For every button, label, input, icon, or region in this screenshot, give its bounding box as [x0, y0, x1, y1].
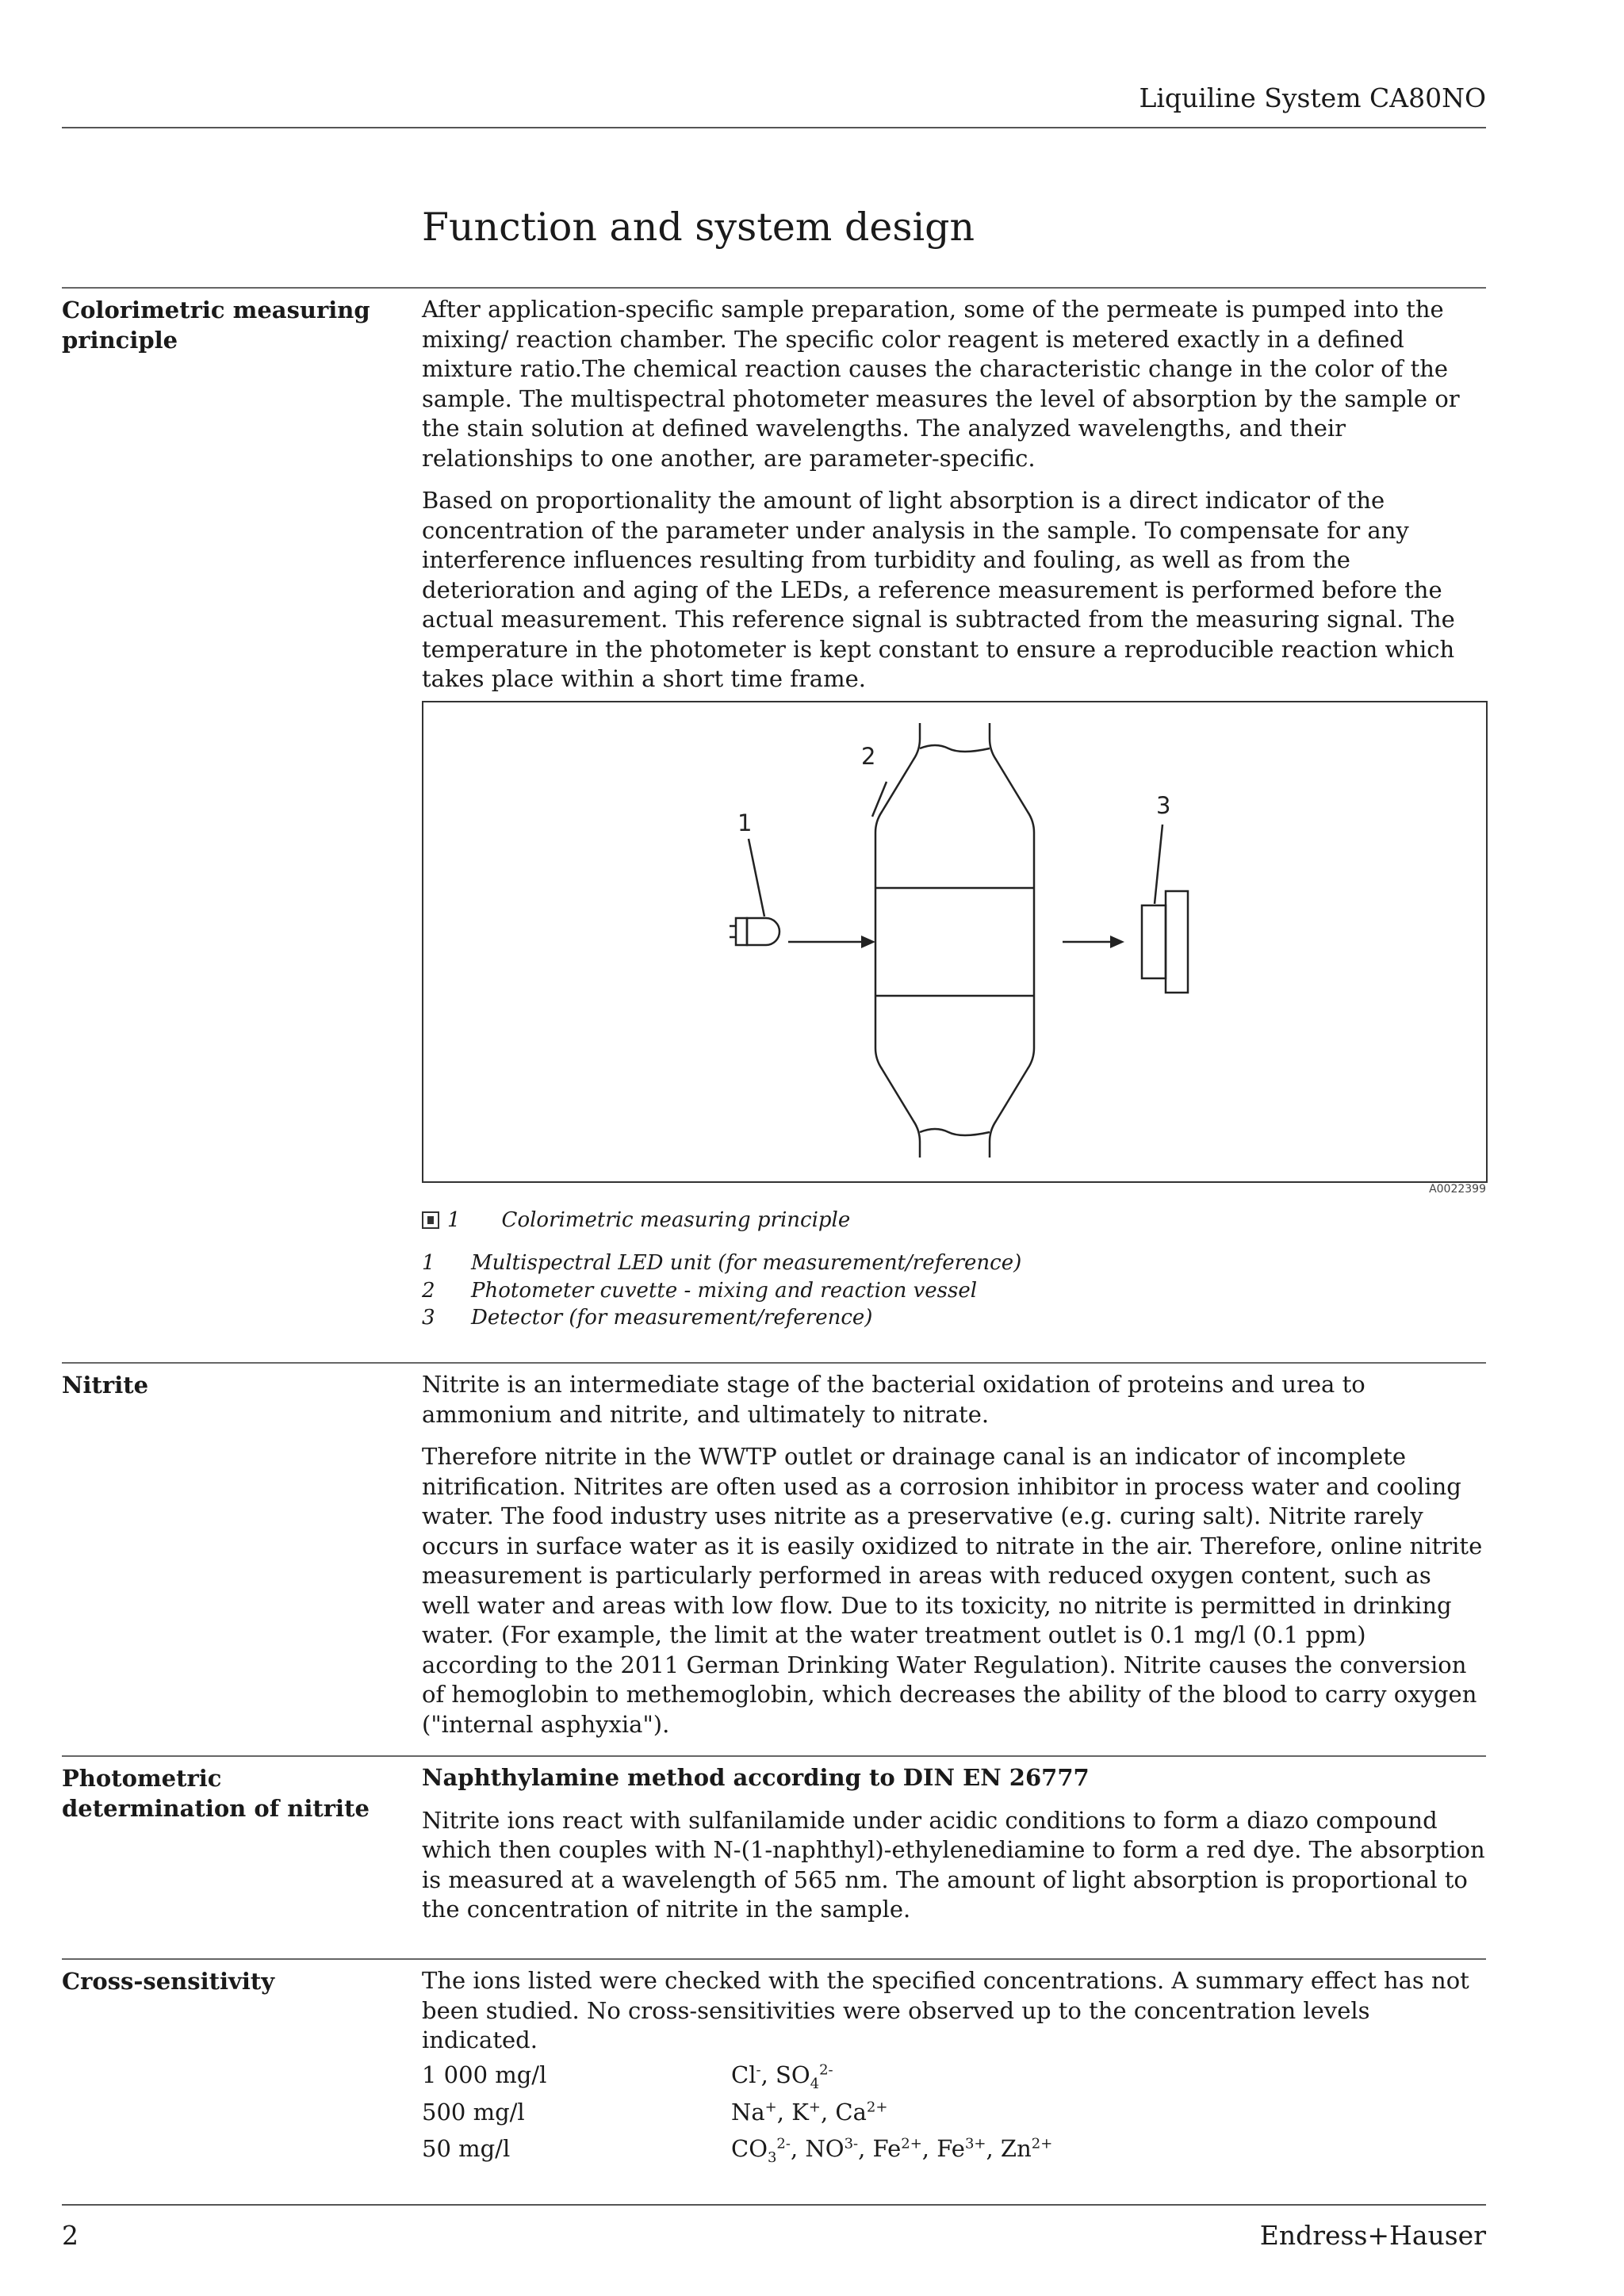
section-label-colorimetric: Colorimetric measuring principle [62, 297, 370, 354]
section-rule [62, 1755, 1486, 1757]
paragraph: After application-specific sample preparation, some of the permeate is pumped into the mixing/ reaction chamber. The specific color reagent is metered exactly in a defined mixture ratio.The chemical reaction causes the characteristic change in the color of the sample. The multispectral photometer measures the level of absorption by the sample or the stain solution at defined wavelengths. The analyzed wavelengths, and their relationships to one another, are parameter-specific. [422, 296, 1460, 472]
led-unit-icon [730, 918, 779, 945]
paragraph: Therefore nitrite in the WWTP outlet or drainage canal is an indicator of incomplete nitrification. Nitrites are often used as a corrosion inhibitor in process water and cooling water. The food industry uses nitrite as a preservative (e.g. curing salt). Nitrite rarely occurs in surface water as it is easily oxidized to nitrate in the air. Therefore, online nitrite measurement is particularly performed in areas with reduced oxygen content, such as well water and areas with low flow. Due to its toxicity, no nitrite is permitted in drinking water. (For example, the limit at the water treatment outlet is 0.1 mg/l (0.1 ppm) according to the 2011 German Drinking Water Regulation). Nitrite causes the conversion of hemoglobin to methemoglobin, which decreases the ability of the blood to carry oxygen ("internal asphyxia"). [422, 1443, 1483, 1738]
callout-label: 3 [1156, 792, 1171, 819]
detector-icon [1142, 891, 1188, 993]
section-label-cross-sensitivity: Cross-sensitivity [62, 1968, 275, 1995]
legend-item: 1 Multispectral LED unit (for measurement/reference) [422, 1251, 1022, 1275]
concentration: 50 mg/l [422, 2135, 511, 2162]
paragraph: The ions listed were checked with the specified concentrations. A summary effect has not been studied. No cross-sensitivities were observed up to the concentration levels indicated. [422, 1967, 1469, 2053]
section-body-photometric [422, 1763, 1486, 1938]
section-body-nitrite [422, 1370, 1486, 1752]
callout-label: 1 [737, 809, 753, 836]
ion-table [422, 2057, 1052, 2168]
ion-row [422, 2094, 1052, 2131]
concentration: 500 mg/l [422, 2098, 525, 2126]
header-rule [62, 127, 1486, 128]
section-rule [62, 1362, 1486, 1364]
ion-list: Na+, K+, $Ca^{2+}$ [731, 2098, 888, 2126]
subheading: Naphthylamine method according to DIN EN 26777 [422, 1764, 1090, 1791]
section-body-colorimetric [422, 295, 1486, 707]
section-label-nitrite: Nitrite [62, 1372, 149, 1399]
footer-rule [62, 2204, 1486, 2206]
footer-brand: Endress+Hauser [1259, 2220, 1486, 2251]
section-label-photometric: Photometric determination of nitrite [62, 1765, 370, 1822]
ion-list: Cl-, $SO_4^{2-}$ [731, 2061, 833, 2092]
section-rule [62, 1958, 1486, 1960]
figure-colorimetric-diagram [422, 701, 1488, 1183]
section-rule [62, 287, 1486, 289]
ion-list: $CO_3^{2-}$, $NO^{3-}$, $Fe^{2+}$, $Fe^{3+}$, $Zn^{2+}$ [731, 2135, 1053, 2166]
ion-row [422, 2057, 1052, 2094]
diagram-svg [423, 702, 1486, 1181]
figure-legend [422, 1249, 1021, 1332]
ion-row [422, 2130, 1052, 2168]
concentration: 1 000 mg/l [422, 2061, 547, 2088]
paragraph: Based on proportionality the amount of light absorption is a direct indicator of the concentration of the parameter under analysis in the sample. To compensate for any interference influences resulting from turbidity and fouling, as well as from the deterioration and aging of the LEDs, a reference measurement is performed before the actual measurement. This reference signal is subtracted from the measuring signal. The temperature in the photometer is kept constant to ensure a reproducible reaction which takes place within a short time frame. [422, 487, 1455, 692]
figure-caption [422, 1208, 850, 1232]
callout-label: 2 [861, 743, 876, 770]
cuvette-icon [875, 723, 1034, 1158]
paragraph: Nitrite ions react with sulfanilamide under acidic conditions to form a diazo compound which then couples with N-(1-naphthyl)-ethylenediamine to form a red dye. The absorption is measured at a wavelength of 565 nm. The amount of light absorption is proportional to the concentration of nitrite in the sample. [422, 1806, 1485, 1923]
figure-number: 1 [447, 1208, 461, 1232]
figure-caption-title: Colorimetric measuring principle [501, 1208, 851, 1232]
section-body-cross-sensitivity [422, 1966, 1486, 2068]
page-title: Function and system design [422, 205, 975, 250]
paragraph: Nitrite is an intermediate stage of the bacterial oxidation of proteins and urea to ammonium and nitrite, and ultimately to nitrate. [422, 1371, 1365, 1428]
legend-item: 3 Detector (for measurement/reference) [422, 1306, 873, 1330]
figure-id: A0022399 [1429, 1183, 1486, 1196]
figure-icon [422, 1211, 439, 1229]
page-number: 2 [62, 2220, 79, 2251]
document-header-title: Liquiline System CA80NO [1139, 82, 1486, 113]
legend-item: 2 Photometer cuvette - mixing and reaction vessel [422, 1278, 978, 1303]
